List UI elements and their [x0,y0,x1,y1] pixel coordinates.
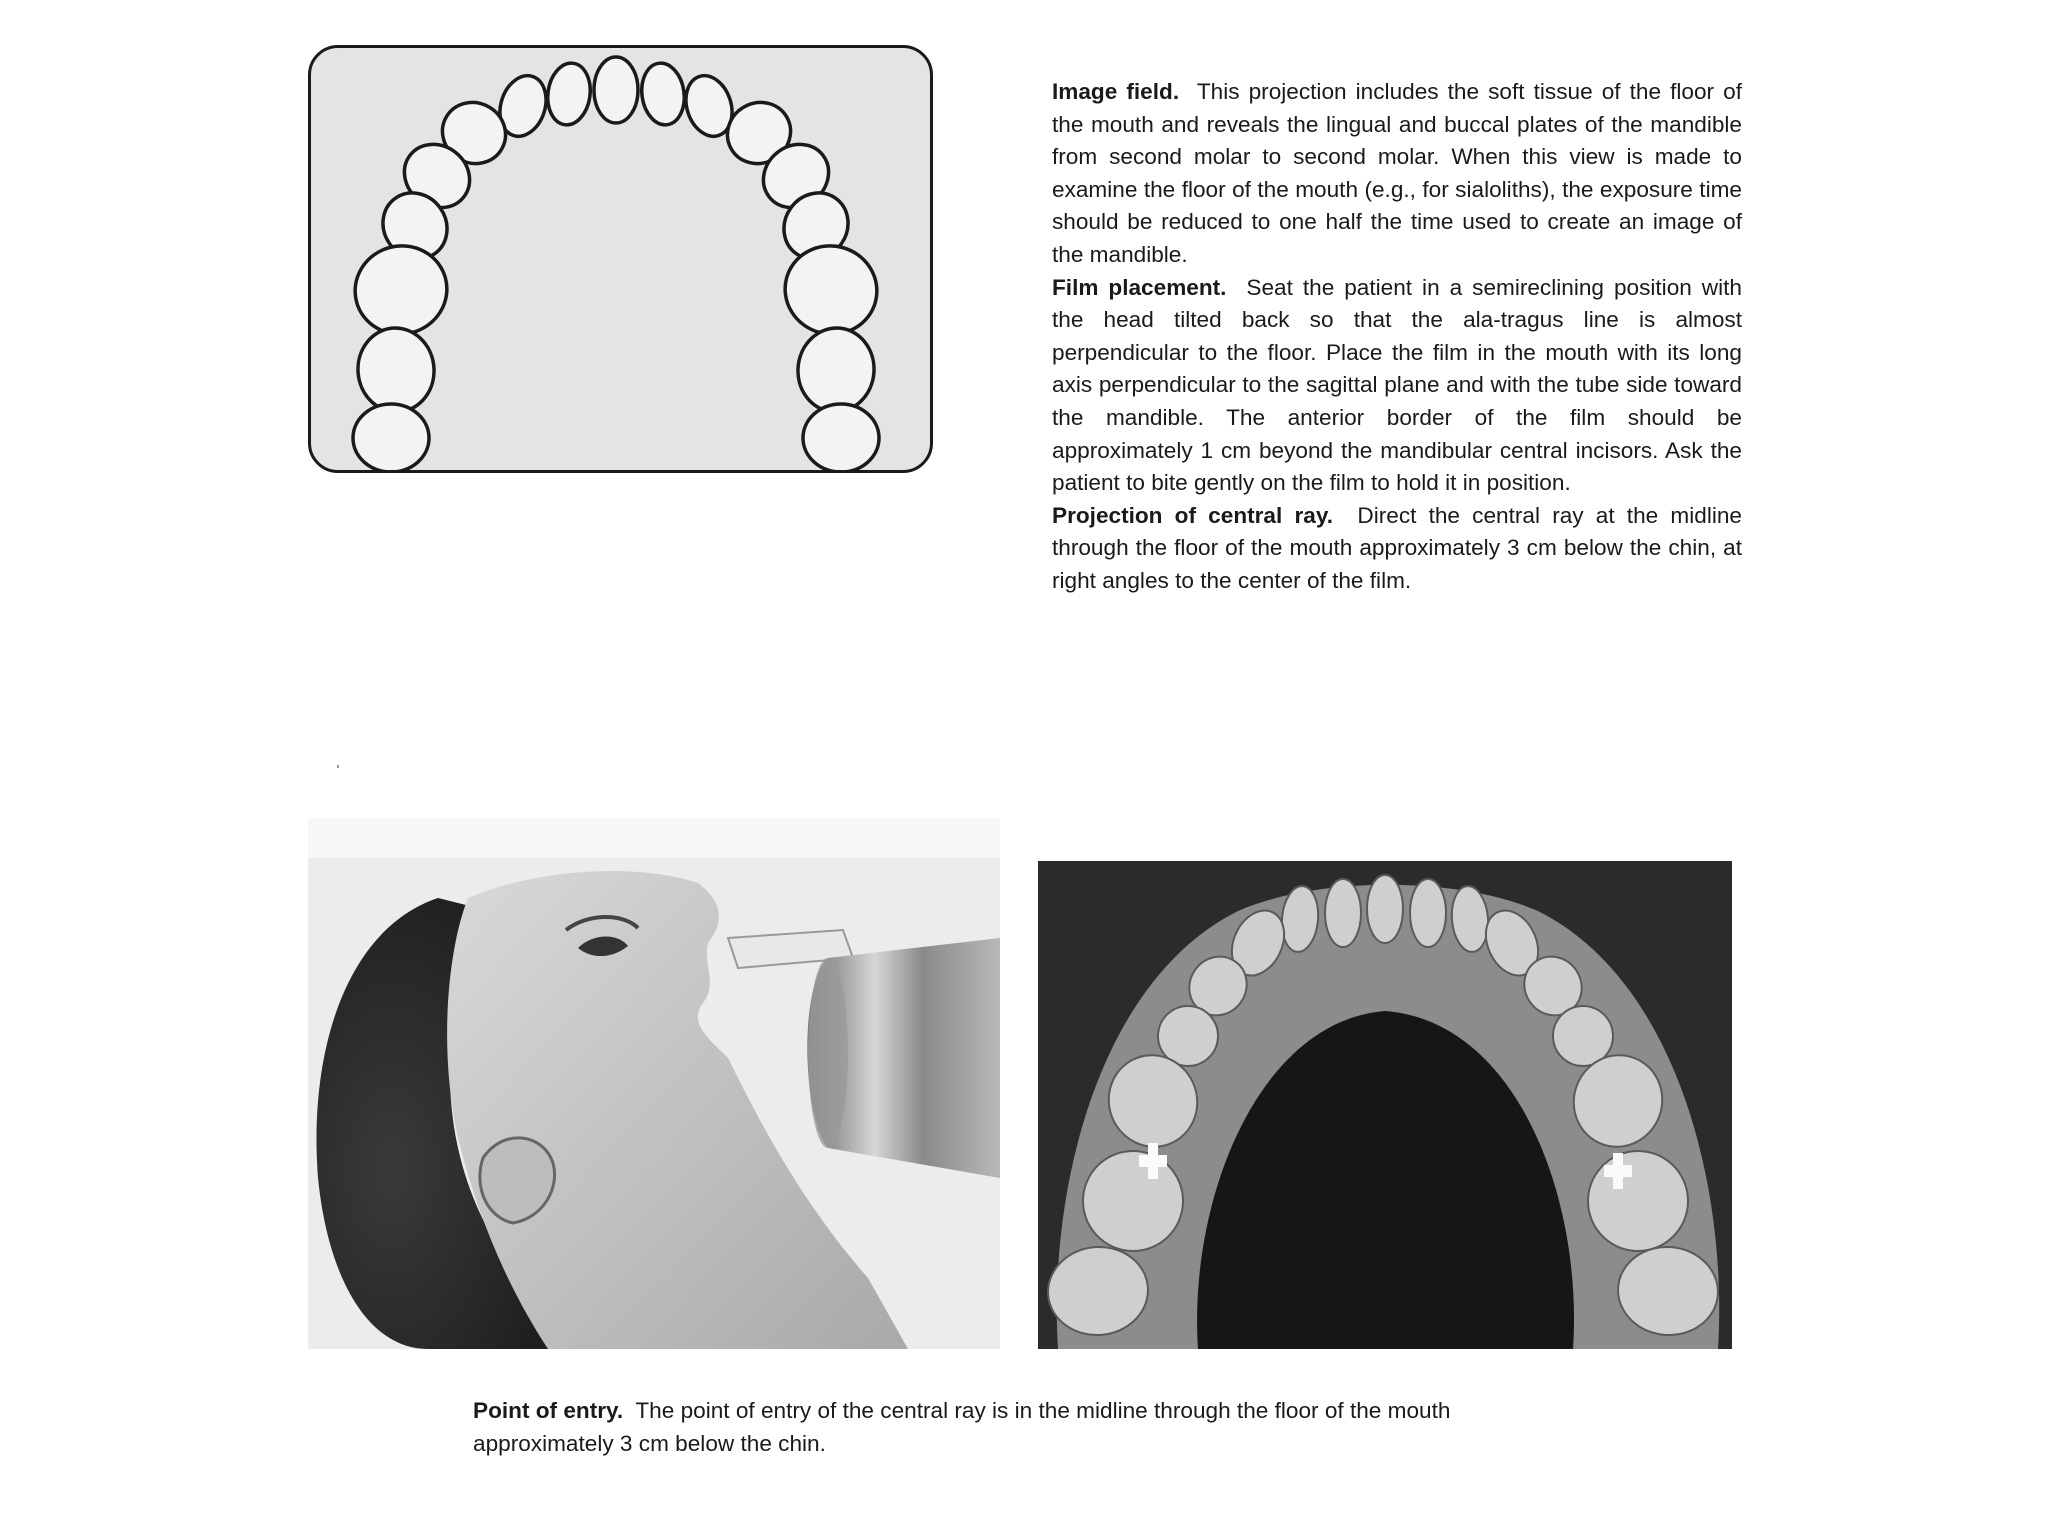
central-ray-body: Direct the central ray at the midline through the floor of the mouth approximately 3 cm below the chin, at right angles to the center of the film. [1052,502,1742,593]
mandibular-arch-illustration [311,48,930,470]
instruction-text [1052,76,1742,598]
tooth-outline [544,60,594,127]
print-speck [337,765,339,768]
figure-caption [473,1395,1573,1460]
caption-heading: Point of entry. [473,1398,624,1423]
dental-arch-diagram [308,45,933,473]
tooth-outline [638,60,688,127]
image-field-paragraph [1052,76,1742,272]
central-ray-paragraph [1052,500,1742,598]
film-placement-body: Seat the patient in a semireclining position with the head tilted back so that the ala-tragus line is almost perpendicular to the floor. Place the film in the mouth with its long axis perpendicular to the sagittal plane and with the tube side toward the mandible. The anterior border of the film should be approximately 1 cm beyond the mandibular central incisors. Ask the patient to bite gently on the film to hold it in position. [1052,274,1742,496]
radiograph-tooth [1367,875,1403,943]
patient-positioning-photo [308,818,1000,1349]
tooth-outline [354,325,437,415]
radiograph-tooth [1325,879,1361,947]
tooth-outline [794,325,877,415]
central-ray-heading: Projection of central ray. [1052,502,1333,528]
image-field-body: This projection includes the soft tissue of the floor of the mouth and reveals the lingual and buccal plates of the mandible from second molar to second molar. When this view is made to examine the floor of the mouth (e.g., for sialoliths), the exposure time should be reduced to one half the time used to create an image of the mandible. [1052,79,1742,267]
tooth-outline [353,404,429,470]
occlusal-radiograph [1038,861,1732,1349]
film-placement-paragraph [1052,272,1742,500]
tooth-outline [594,57,638,123]
film-placement-heading: Film placement. [1052,274,1227,300]
tooth-outline [803,404,879,470]
caption-body: The point of entry of the central ray is in the midline through the floor of the mouth approximately 3 cm below the chin. [473,1398,1451,1456]
image-field-heading: Image field. [1052,79,1180,104]
radiograph-tooth [1410,879,1446,947]
